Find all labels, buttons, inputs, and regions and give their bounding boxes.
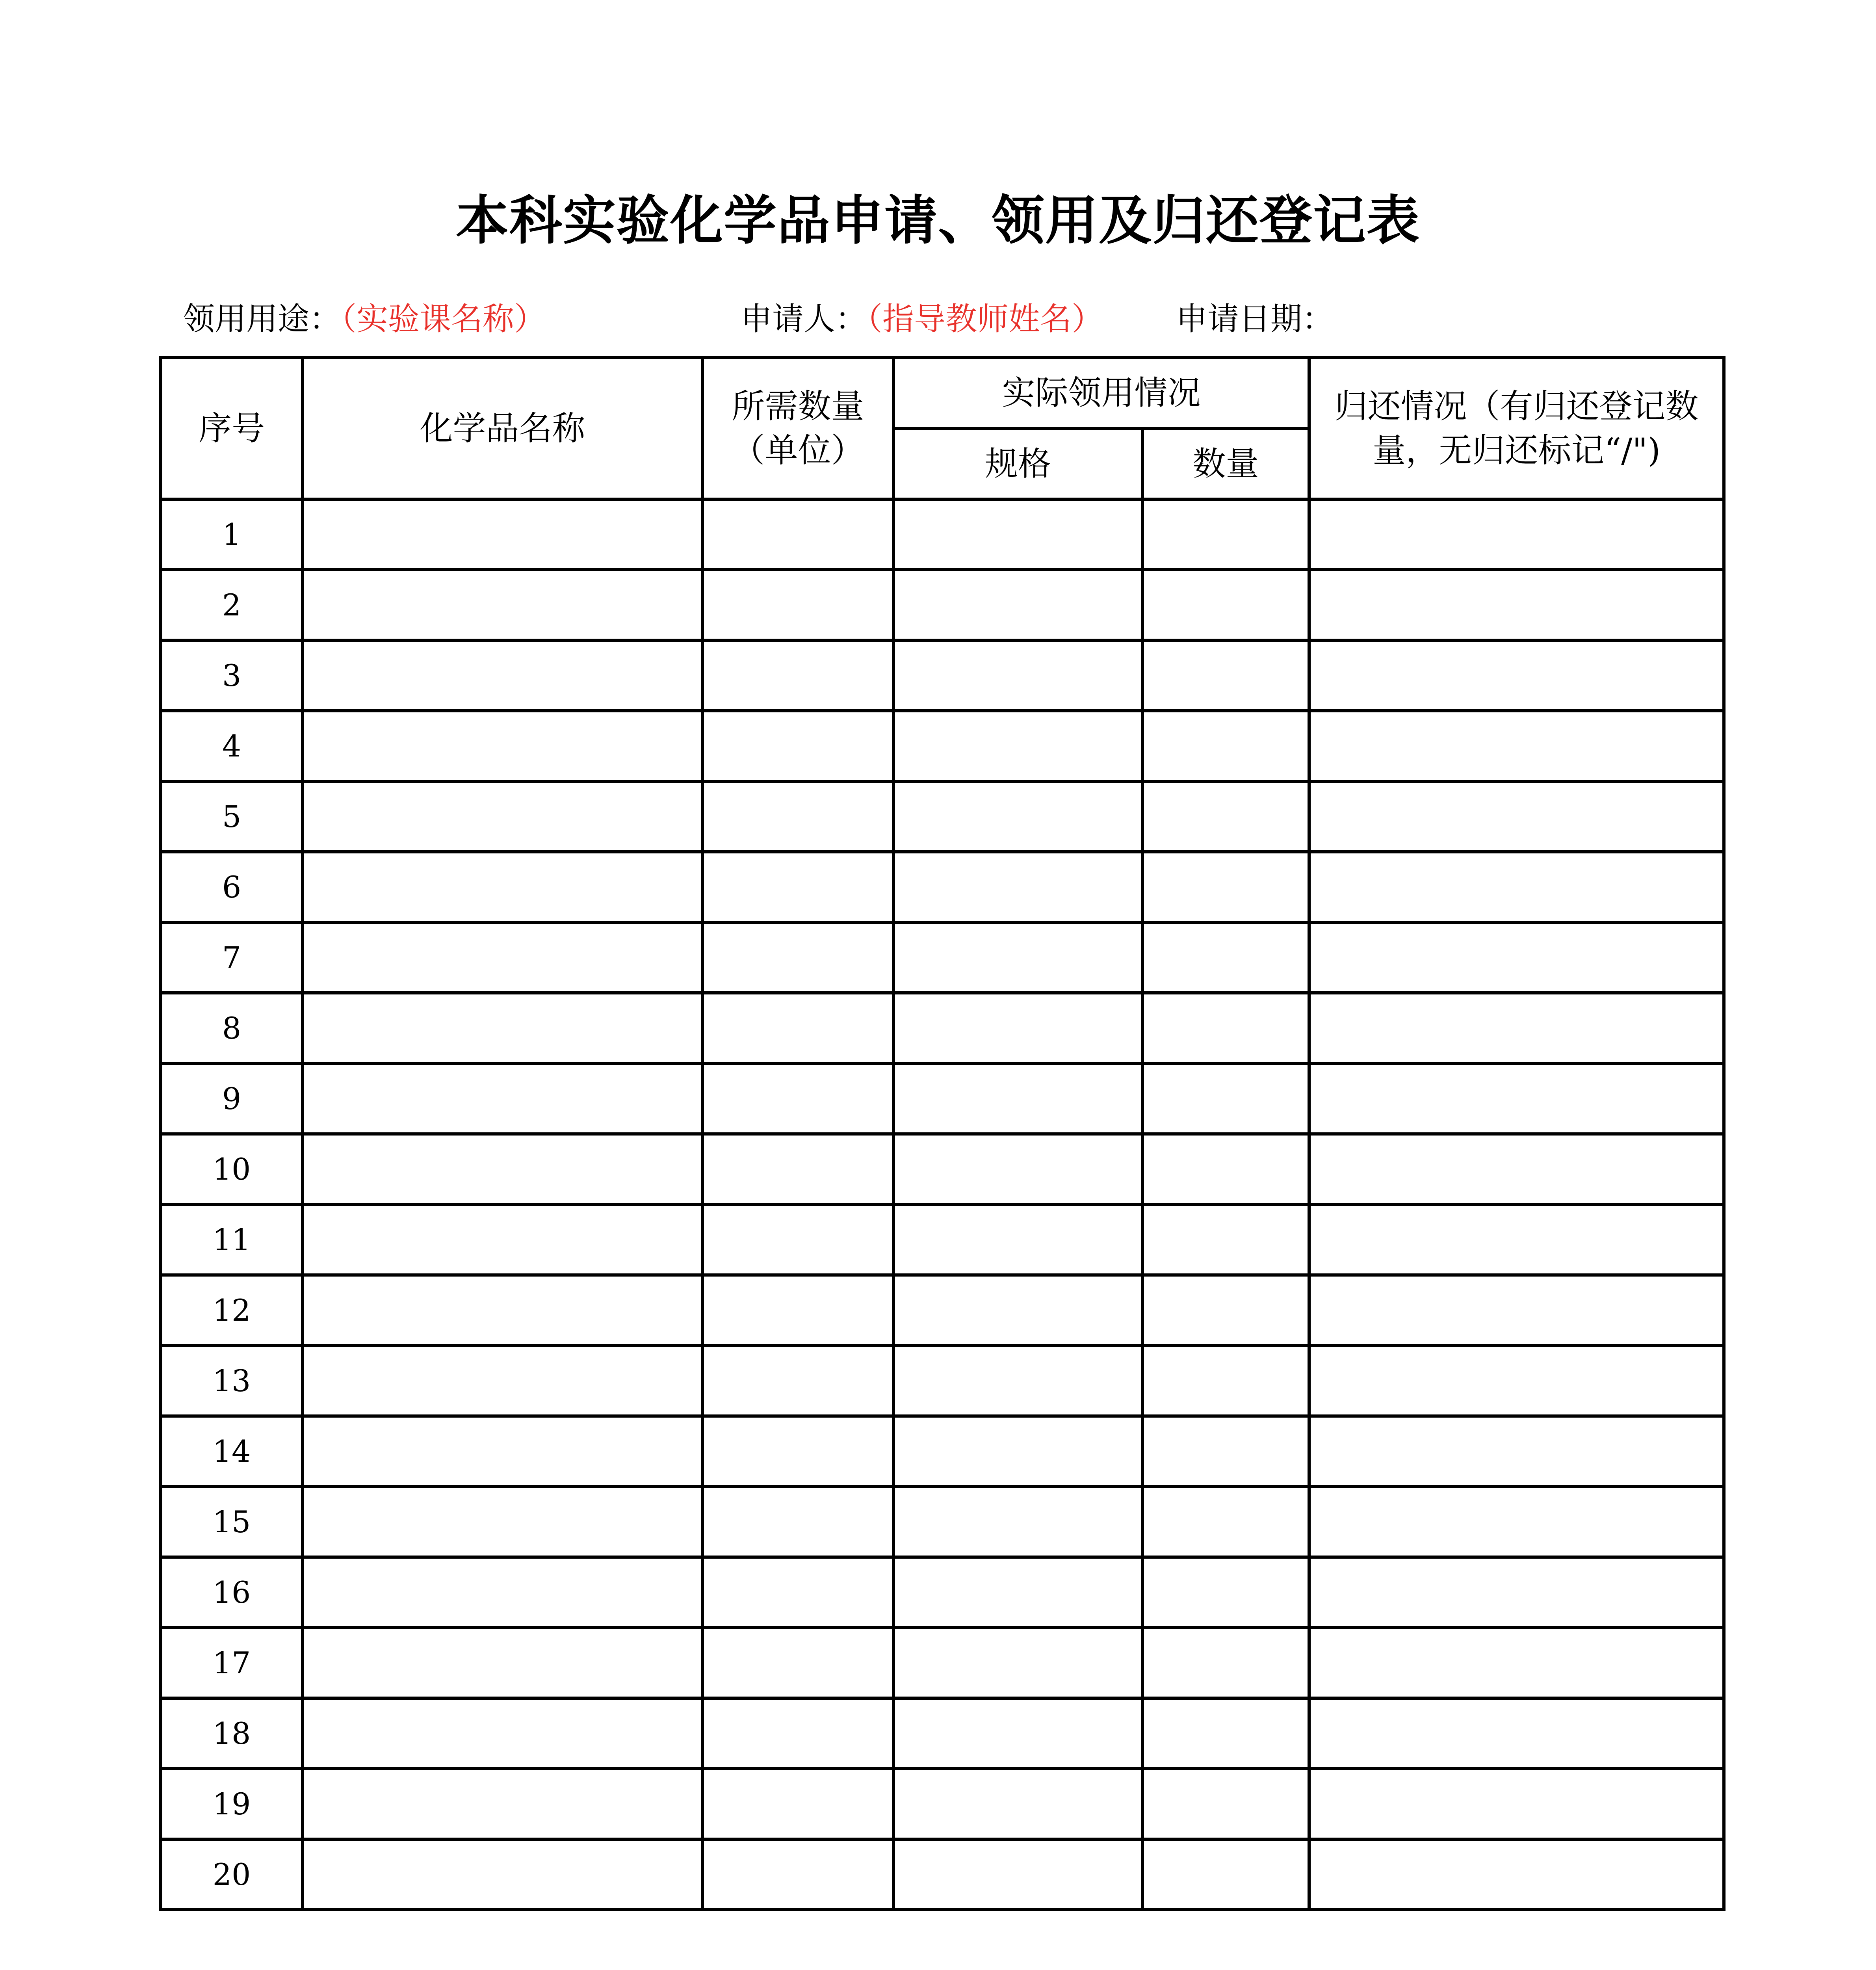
return-status-cell[interactable] xyxy=(1309,1416,1724,1487)
actual-spec-cell[interactable] xyxy=(893,711,1142,781)
row-index: 4 xyxy=(161,711,303,781)
return-status-cell[interactable] xyxy=(1309,993,1724,1063)
chemical-name-cell[interactable] xyxy=(303,1628,702,1698)
actual-quantity-cell[interactable] xyxy=(1142,1839,1309,1910)
actual-quantity-cell[interactable] xyxy=(1142,852,1309,922)
table-row xyxy=(161,993,1724,1063)
chemical-name-cell[interactable] xyxy=(303,1698,702,1769)
chemical-name-cell[interactable] xyxy=(303,1063,702,1134)
chemical-name-cell[interactable] xyxy=(303,1346,702,1416)
return-status-cell[interactable] xyxy=(1309,922,1724,993)
return-status-cell[interactable] xyxy=(1309,1557,1724,1628)
actual-spec-cell[interactable] xyxy=(893,1275,1142,1346)
actual-spec-cell[interactable] xyxy=(893,852,1142,922)
applicant-label: 申请人： xyxy=(741,301,867,337)
chemical-name-cell[interactable] xyxy=(303,993,702,1063)
return-status-cell[interactable] xyxy=(1309,1769,1724,1839)
applicant-field xyxy=(741,297,1103,341)
table-row xyxy=(161,1416,1724,1487)
header-chemical-name: 化学品名称 xyxy=(303,357,702,499)
table-row xyxy=(161,1134,1724,1204)
table-row xyxy=(161,852,1724,922)
return-status-cell[interactable] xyxy=(1309,499,1724,570)
actual-spec-cell[interactable] xyxy=(893,1698,1142,1769)
row-index: 13 xyxy=(161,1346,303,1416)
return-status-cell[interactable] xyxy=(1309,570,1724,640)
required-quantity-cell[interactable] xyxy=(702,1839,893,1910)
row-index: 9 xyxy=(161,1063,303,1134)
row-index: 11 xyxy=(161,1204,303,1275)
chemical-name-cell[interactable] xyxy=(303,1769,702,1839)
header-required-quantity-label: 所需数量 xyxy=(732,387,864,426)
actual-quantity-cell[interactable] xyxy=(1142,711,1309,781)
applicant-hint[interactable]: （指导教师姓名） xyxy=(867,301,1103,337)
required-quantity-cell[interactable] xyxy=(702,1487,893,1557)
required-quantity-cell[interactable] xyxy=(702,1204,893,1275)
row-index: 16 xyxy=(161,1557,303,1628)
row-index: 3 xyxy=(161,640,303,711)
actual-quantity-cell[interactable] xyxy=(1142,1487,1309,1557)
return-status-cell[interactable] xyxy=(1309,1346,1724,1416)
return-status-cell[interactable] xyxy=(1309,1204,1724,1275)
actual-quantity-cell[interactable] xyxy=(1142,1416,1309,1487)
actual-spec-cell[interactable] xyxy=(893,1416,1142,1487)
actual-spec-cell[interactable] xyxy=(893,1063,1142,1134)
header-actual-quantity: 数量 xyxy=(1142,428,1309,499)
actual-spec-cell[interactable] xyxy=(893,570,1142,640)
required-quantity-cell[interactable] xyxy=(702,1275,893,1346)
required-quantity-cell[interactable] xyxy=(702,1628,893,1698)
actual-spec-cell[interactable] xyxy=(893,922,1142,993)
return-status-cell[interactable] xyxy=(1309,781,1724,852)
table-body xyxy=(161,499,1724,1910)
return-status-cell[interactable] xyxy=(1309,1134,1724,1204)
header-return-status-line1: 归还情况（有归还登记数 xyxy=(1334,387,1699,426)
header-actual-collection: 实际领用情况 xyxy=(893,357,1309,428)
actual-spec-cell[interactable] xyxy=(893,1628,1142,1698)
actual-spec-cell[interactable] xyxy=(893,1134,1142,1204)
row-index: 12 xyxy=(161,1275,303,1346)
actual-spec-cell[interactable] xyxy=(893,993,1142,1063)
chemical-name-cell[interactable] xyxy=(303,1204,702,1275)
row-index: 19 xyxy=(161,1769,303,1839)
row-index: 5 xyxy=(161,781,303,852)
table-row xyxy=(161,1063,1724,1134)
chemical-name-cell[interactable] xyxy=(303,781,702,852)
required-quantity-cell[interactable] xyxy=(702,711,893,781)
table-row xyxy=(161,1839,1724,1910)
actual-quantity-cell[interactable] xyxy=(1142,1063,1309,1134)
return-status-cell[interactable] xyxy=(1309,1698,1724,1769)
return-status-cell[interactable] xyxy=(1309,711,1724,781)
chemical-name-cell[interactable] xyxy=(303,1487,702,1557)
required-quantity-cell[interactable] xyxy=(702,1698,893,1769)
header-return-status xyxy=(1309,357,1724,499)
actual-spec-cell[interactable] xyxy=(893,1557,1142,1628)
table-row xyxy=(161,1698,1724,1769)
actual-quantity-cell[interactable] xyxy=(1142,1628,1309,1698)
registration-table xyxy=(159,356,1726,1911)
required-quantity-cell[interactable] xyxy=(702,922,893,993)
actual-spec-cell[interactable] xyxy=(893,1346,1142,1416)
required-quantity-cell[interactable] xyxy=(702,781,893,852)
required-quantity-cell[interactable] xyxy=(702,1416,893,1487)
table-row xyxy=(161,640,1724,711)
actual-quantity-cell[interactable] xyxy=(1142,1769,1309,1839)
chemical-name-cell[interactable] xyxy=(303,1134,702,1204)
return-status-cell[interactable] xyxy=(1309,852,1724,922)
row-index: 6 xyxy=(161,852,303,922)
row-index: 17 xyxy=(161,1628,303,1698)
actual-quantity-cell[interactable] xyxy=(1142,1134,1309,1204)
actual-spec-cell[interactable] xyxy=(893,1204,1142,1275)
return-status-cell[interactable] xyxy=(1309,1275,1724,1346)
required-quantity-cell[interactable] xyxy=(702,1769,893,1839)
actual-quantity-cell[interactable] xyxy=(1142,1557,1309,1628)
purpose-label: 领用用途： xyxy=(183,301,341,337)
table-row xyxy=(161,922,1724,993)
return-status-cell[interactable] xyxy=(1309,1628,1724,1698)
actual-quantity-cell[interactable] xyxy=(1142,922,1309,993)
actual-quantity-cell[interactable] xyxy=(1142,1346,1309,1416)
row-index: 15 xyxy=(161,1487,303,1557)
row-index: 2 xyxy=(161,570,303,640)
actual-spec-cell[interactable] xyxy=(893,1839,1142,1910)
purpose-hint[interactable]: （实验课名称） xyxy=(341,301,546,337)
chemical-name-cell[interactable] xyxy=(303,852,702,922)
actual-spec-cell[interactable] xyxy=(893,499,1142,570)
chemical-name-cell[interactable] xyxy=(303,1557,702,1628)
chemical-name-cell[interactable] xyxy=(303,1839,702,1910)
actual-quantity-cell[interactable] xyxy=(1142,993,1309,1063)
chemical-name-cell[interactable] xyxy=(303,570,702,640)
chemical-name-cell[interactable] xyxy=(303,711,702,781)
apply-date-field[interactable] xyxy=(1176,297,1334,341)
return-status-cell[interactable] xyxy=(1309,1487,1724,1557)
table-row xyxy=(161,1346,1724,1416)
actual-quantity-cell[interactable] xyxy=(1142,1204,1309,1275)
actual-quantity-cell[interactable] xyxy=(1142,1275,1309,1346)
table-row xyxy=(161,570,1724,640)
row-index: 8 xyxy=(161,993,303,1063)
header-required-quantity xyxy=(702,357,893,499)
chemical-name-cell[interactable] xyxy=(303,922,702,993)
actual-quantity-cell[interactable] xyxy=(1142,640,1309,711)
table-row xyxy=(161,1769,1724,1839)
apply-date-label: 申请日期： xyxy=(1176,301,1334,337)
row-index: 10 xyxy=(161,1134,303,1204)
required-quantity-cell[interactable] xyxy=(702,1346,893,1416)
chemical-name-cell[interactable] xyxy=(303,1275,702,1346)
chemical-name-cell[interactable] xyxy=(303,640,702,711)
required-quantity-cell[interactable] xyxy=(702,1557,893,1628)
row-index: 14 xyxy=(161,1416,303,1487)
table-row xyxy=(161,1204,1724,1275)
chemical-name-cell[interactable] xyxy=(303,1416,702,1487)
header-index: 序号 xyxy=(161,357,303,499)
table-row xyxy=(161,499,1724,570)
return-status-cell[interactable] xyxy=(1309,640,1724,711)
actual-spec-cell[interactable] xyxy=(893,1487,1142,1557)
required-quantity-cell[interactable] xyxy=(702,499,893,570)
required-quantity-cell[interactable] xyxy=(702,570,893,640)
actual-quantity-cell[interactable] xyxy=(1142,570,1309,640)
table-row xyxy=(161,781,1724,852)
row-index: 20 xyxy=(161,1839,303,1910)
actual-spec-cell[interactable] xyxy=(893,1769,1142,1839)
actual-quantity-cell[interactable] xyxy=(1142,781,1309,852)
required-quantity-cell[interactable] xyxy=(702,1134,893,1204)
return-status-cell[interactable] xyxy=(1309,1839,1724,1910)
required-quantity-cell[interactable] xyxy=(702,993,893,1063)
return-status-cell[interactable] xyxy=(1309,1063,1724,1134)
chemical-name-cell[interactable] xyxy=(303,499,702,570)
table-row xyxy=(161,711,1724,781)
actual-quantity-cell[interactable] xyxy=(1142,1698,1309,1769)
table-row xyxy=(161,1275,1724,1346)
actual-spec-cell[interactable] xyxy=(893,640,1142,711)
required-quantity-cell[interactable] xyxy=(702,640,893,711)
header-actual-spec: 规格 xyxy=(893,428,1142,499)
header-required-unit-label: （单位） xyxy=(732,431,864,470)
purpose-field xyxy=(183,297,546,341)
row-index: 1 xyxy=(161,499,303,570)
table-row xyxy=(161,1557,1724,1628)
table-row xyxy=(161,1628,1724,1698)
row-index: 7 xyxy=(161,922,303,993)
table-row xyxy=(161,1487,1724,1557)
actual-quantity-cell[interactable] xyxy=(1142,499,1309,570)
row-index: 18 xyxy=(161,1698,303,1769)
required-quantity-cell[interactable] xyxy=(702,1063,893,1134)
form-title: 本科实验化学品申请、领用及归还登记表 xyxy=(455,190,1420,251)
actual-spec-cell[interactable] xyxy=(893,781,1142,852)
required-quantity-cell[interactable] xyxy=(702,852,893,922)
header-return-status-line2: 量，无归还标记“/") xyxy=(1373,431,1661,470)
